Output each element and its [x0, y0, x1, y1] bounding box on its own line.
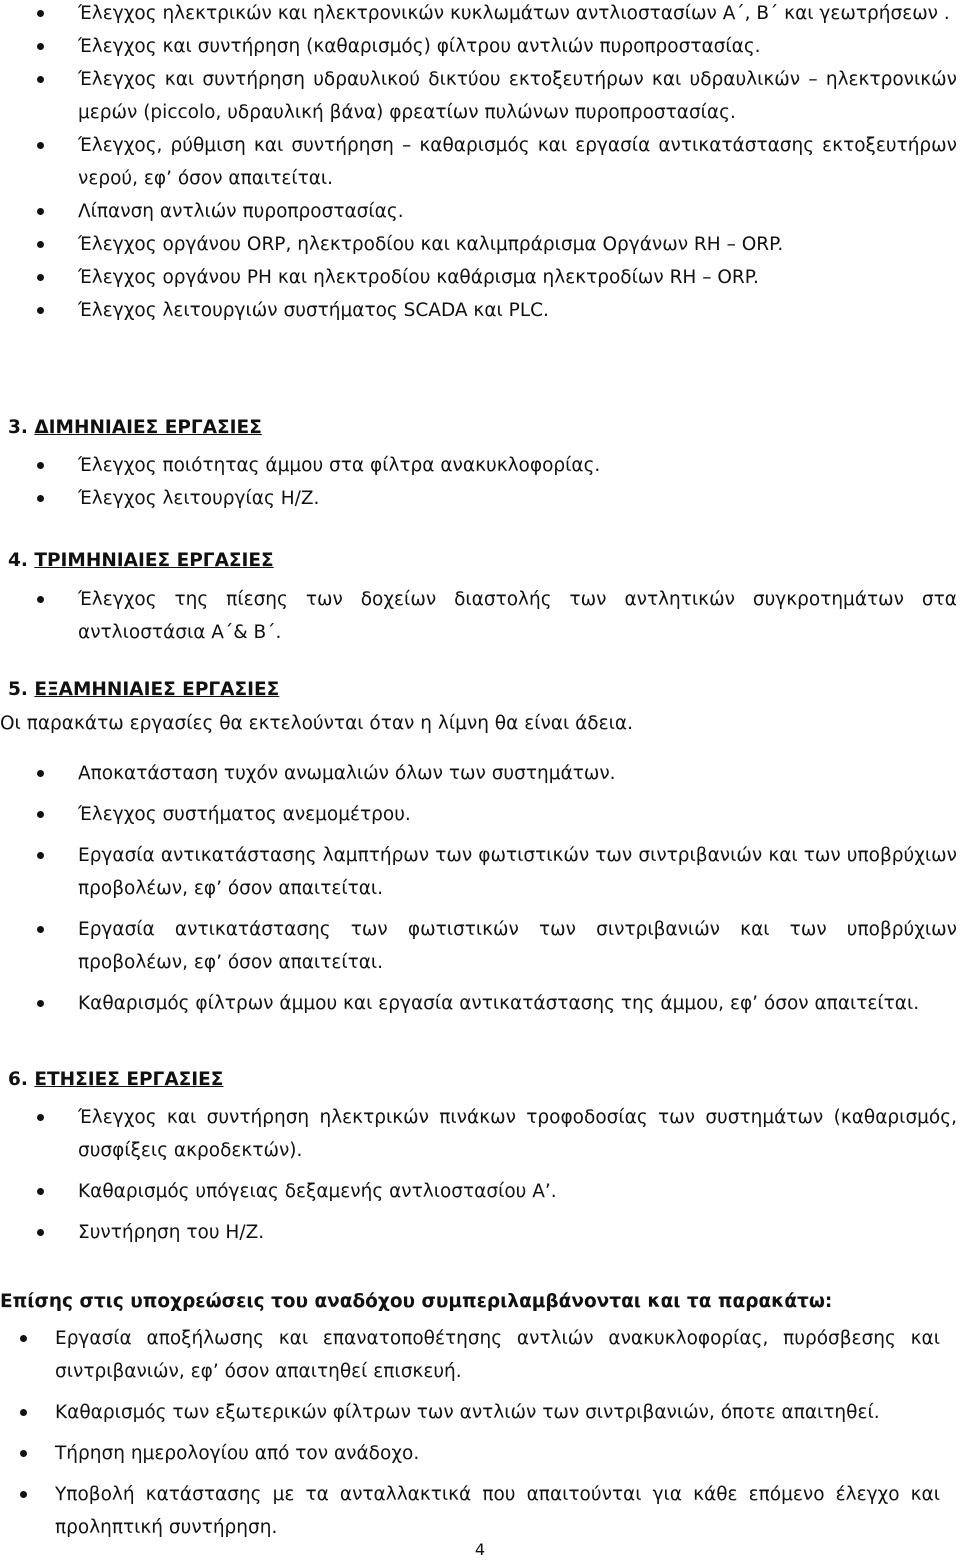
top-task-list-block: [0, 0, 957, 327]
list-item: [0, 1396, 940, 1429]
list-item-text: Εργασία αντικατάστασης των φωτιστικών των σιντριβανιών και των υποβρύχιων προβολέων, εφ’ όσον απαιτείται.: [78, 919, 957, 973]
list-item: [0, 798, 957, 831]
list-item: [0, 839, 957, 905]
section-number: 4.: [8, 550, 28, 571]
section-title: ΔΙΜΗΝΙΑΙΕΣ ΕΡΓΑΣΙΕΣ: [34, 417, 262, 438]
list-item-text: Έλεγχος της πίεσης των δοχείων διαστολής των αντλητικών συγκροτημάτων στα αντλιοστάσια Α΄& Β΄.: [78, 589, 957, 643]
list-item-text: Έλεγχος και συντήρηση υδραυλικού δικτύου εκτοξευτήρων και υδραυλικών – ηλεκτρονικών μερών (piccolo, υδραυλική βάνα) φρεατίων πυλώνων πυροπροστασίας.: [78, 69, 957, 123]
section-number: 3.: [8, 417, 28, 438]
section-5-list: [0, 757, 957, 1020]
list-item-text: Έλεγχος οργάνου PH και ηλεκτροδίου καθάρισμα ηλεκτροδίων RH – ORP.: [78, 267, 759, 288]
section-3-heading: [8, 411, 262, 444]
bullet-icon: [37, 495, 44, 502]
bullet-icon: [20, 1409, 27, 1416]
section-4-heading: [8, 544, 274, 577]
list-item-text: Καθαρισμός υπόγειας δεξαμενής αντλιοστασίου Α’.: [78, 1181, 557, 1202]
list-item-text: Έλεγχος και συντήρηση (καθαρισμός) φίλτρου αντλιών πυροπροστασίας.: [78, 36, 761, 57]
list-item: [0, 987, 957, 1020]
section-title: ΤΡΙΜΗΝΙΑΙΕΣ ΕΡΓΑΣΙΕΣ: [34, 550, 274, 571]
bullet-icon: [37, 76, 44, 83]
list-item: [0, 261, 957, 294]
bullet-icon: [37, 208, 44, 215]
bullet-icon: [37, 596, 44, 603]
list-item: [0, 1216, 957, 1249]
list-item: [0, 1322, 940, 1388]
list-item: [0, 913, 957, 979]
section-4-list: [0, 583, 957, 649]
list-item-text: Έλεγχος, ρύθμιση και συντήρηση – καθαρισμός και εργασία αντικατάστασης εκτοξευτήρων νερού, εφ’ όσον απαιτείται.: [78, 135, 957, 189]
list-item: [0, 482, 957, 515]
bullet-icon: [37, 1000, 44, 1007]
obligations-list-block: [0, 1322, 940, 1552]
top-task-list: [0, 0, 957, 327]
bullet-icon: [37, 10, 44, 17]
list-item: [0, 1478, 940, 1544]
bullet-icon: [20, 1450, 27, 1457]
list-item-text: Αποκατάσταση τυχόν ανωμαλιών όλων των συστημάτων.: [78, 763, 616, 784]
bullet-icon: [37, 1114, 44, 1121]
section-3-list: [0, 449, 957, 515]
list-item: [0, 1437, 940, 1470]
list-item-text: Τήρηση ημερολογίου από τον ανάδοχο.: [55, 1443, 420, 1464]
list-item-text: Έλεγχος ηλεκτρικών και ηλεκτρονικών κυκλωμάτων αντλιοστασίων Α΄, Β΄ και γεωτρήσεων .: [78, 3, 950, 24]
bullet-icon: [37, 1188, 44, 1195]
list-item: [0, 0, 957, 30]
list-item-text: Καθαρισμός των εξωτερικών φίλτρων των αντλιών των σιντριβανιών, όποτε απαιτηθεί.: [55, 1402, 880, 1423]
bullet-icon: [37, 462, 44, 469]
list-item: [0, 30, 957, 63]
bullet-icon: [37, 770, 44, 777]
list-item: [0, 63, 957, 129]
section-5-heading: [8, 673, 279, 706]
list-item: [0, 449, 957, 482]
list-item: [0, 757, 957, 790]
list-item: [0, 195, 957, 228]
list-item: [0, 294, 957, 327]
section-title: ΕΤΗΣΙΕΣ ΕΡΓΑΣΙΕΣ: [34, 1069, 224, 1090]
section-6-list: [0, 1101, 957, 1249]
bullet-icon: [20, 1335, 27, 1342]
list-item: [0, 1175, 957, 1208]
section-5-intro: Οι παρακάτω εργασίες θα εκτελούνται όταν η λίμνη θα είναι άδεια.: [0, 713, 633, 734]
section-6-list-block: [0, 1101, 957, 1257]
section-3-list-block: [0, 449, 957, 515]
obligations-heading: Επίσης στις υποχρεώσεις του αναδόχου συμπεριλαμβάνονται και τα παρακάτω:: [0, 1291, 833, 1312]
list-item-text: Έλεγχος συστήματος ανεμομέτρου.: [78, 804, 411, 825]
list-item-text: Έλεγχος ποιότητας άμμου στα φίλτρα ανακυκλοφορίας.: [78, 455, 601, 476]
section-6-heading: [8, 1063, 223, 1096]
bullet-icon: [37, 852, 44, 859]
bullet-icon: [37, 43, 44, 50]
bullet-icon: [37, 811, 44, 818]
list-item-text: Έλεγχος οργάνου ORP, ηλεκτροδίου και καλιμπράρισμα Οργάνων RH – ORP.: [78, 234, 784, 255]
list-item: [0, 583, 957, 649]
list-item-text: Συντήρηση του Η/Ζ.: [78, 1222, 265, 1243]
list-item-text: Εργασία αντικατάστασης λαμπτήρων των φωτιστικών των σιντριβανιών και των υποβρύχιων προβολέων, εφ’ όσον απαιτείται.: [78, 845, 957, 899]
page-number: 4: [474, 1540, 486, 1559]
list-item: [0, 129, 957, 195]
obligations-list: [0, 1322, 940, 1544]
list-item-text: Καθαρισμός φίλτρων άμμου και εργασία αντικατάστασης της άμμου, εφ’ όσον απαιτείται.: [78, 993, 920, 1014]
bullet-icon: [37, 926, 44, 933]
section-title: ΕΞΑΜΗΝΙΑΙΕΣ ΕΡΓΑΣΙΕΣ: [34, 679, 280, 700]
list-item-text: Λίπανση αντλιών πυροπροστασίας.: [78, 201, 404, 222]
bullet-icon: [37, 1229, 44, 1236]
list-item-text: Έλεγχος λειτουργίας Η/Ζ.: [78, 488, 320, 509]
bullet-icon: [37, 142, 44, 149]
bullet-icon: [37, 307, 44, 314]
bullet-icon: [37, 241, 44, 248]
list-item-text: Έλεγχος λειτουργιών συστήματος SCADA και PLC.: [78, 300, 549, 321]
bullet-icon: [37, 274, 44, 281]
section-number: 6.: [8, 1069, 28, 1090]
list-item-text: Εργασία αποξήλωσης και επανατοποθέτησης αντλιών ανακυκλοφορίας, πυρόσβεσης και σιντριβανιών, εφ’ όσον απαιτηθεί επισκευή.: [55, 1328, 940, 1382]
list-item-text: Έλεγχος και συντήρηση ηλεκτρικών πινάκων τροφοδοσίας των συστημάτων (καθαρισμός, συσφίξεις ακροδεκτών).: [78, 1107, 957, 1161]
list-item: [0, 228, 957, 261]
list-item-text: Υποβολή κατάστασης με τα ανταλλακτικά που απαιτούνται για κάθε επόμενο έλεγχο και προληπτική συντήρηση.: [55, 1484, 940, 1538]
section-5-list-block: [0, 757, 957, 1028]
section-number: 5.: [8, 679, 28, 700]
bullet-icon: [20, 1491, 27, 1498]
list-item: [0, 1101, 957, 1167]
section-4-list-block: [0, 583, 957, 649]
